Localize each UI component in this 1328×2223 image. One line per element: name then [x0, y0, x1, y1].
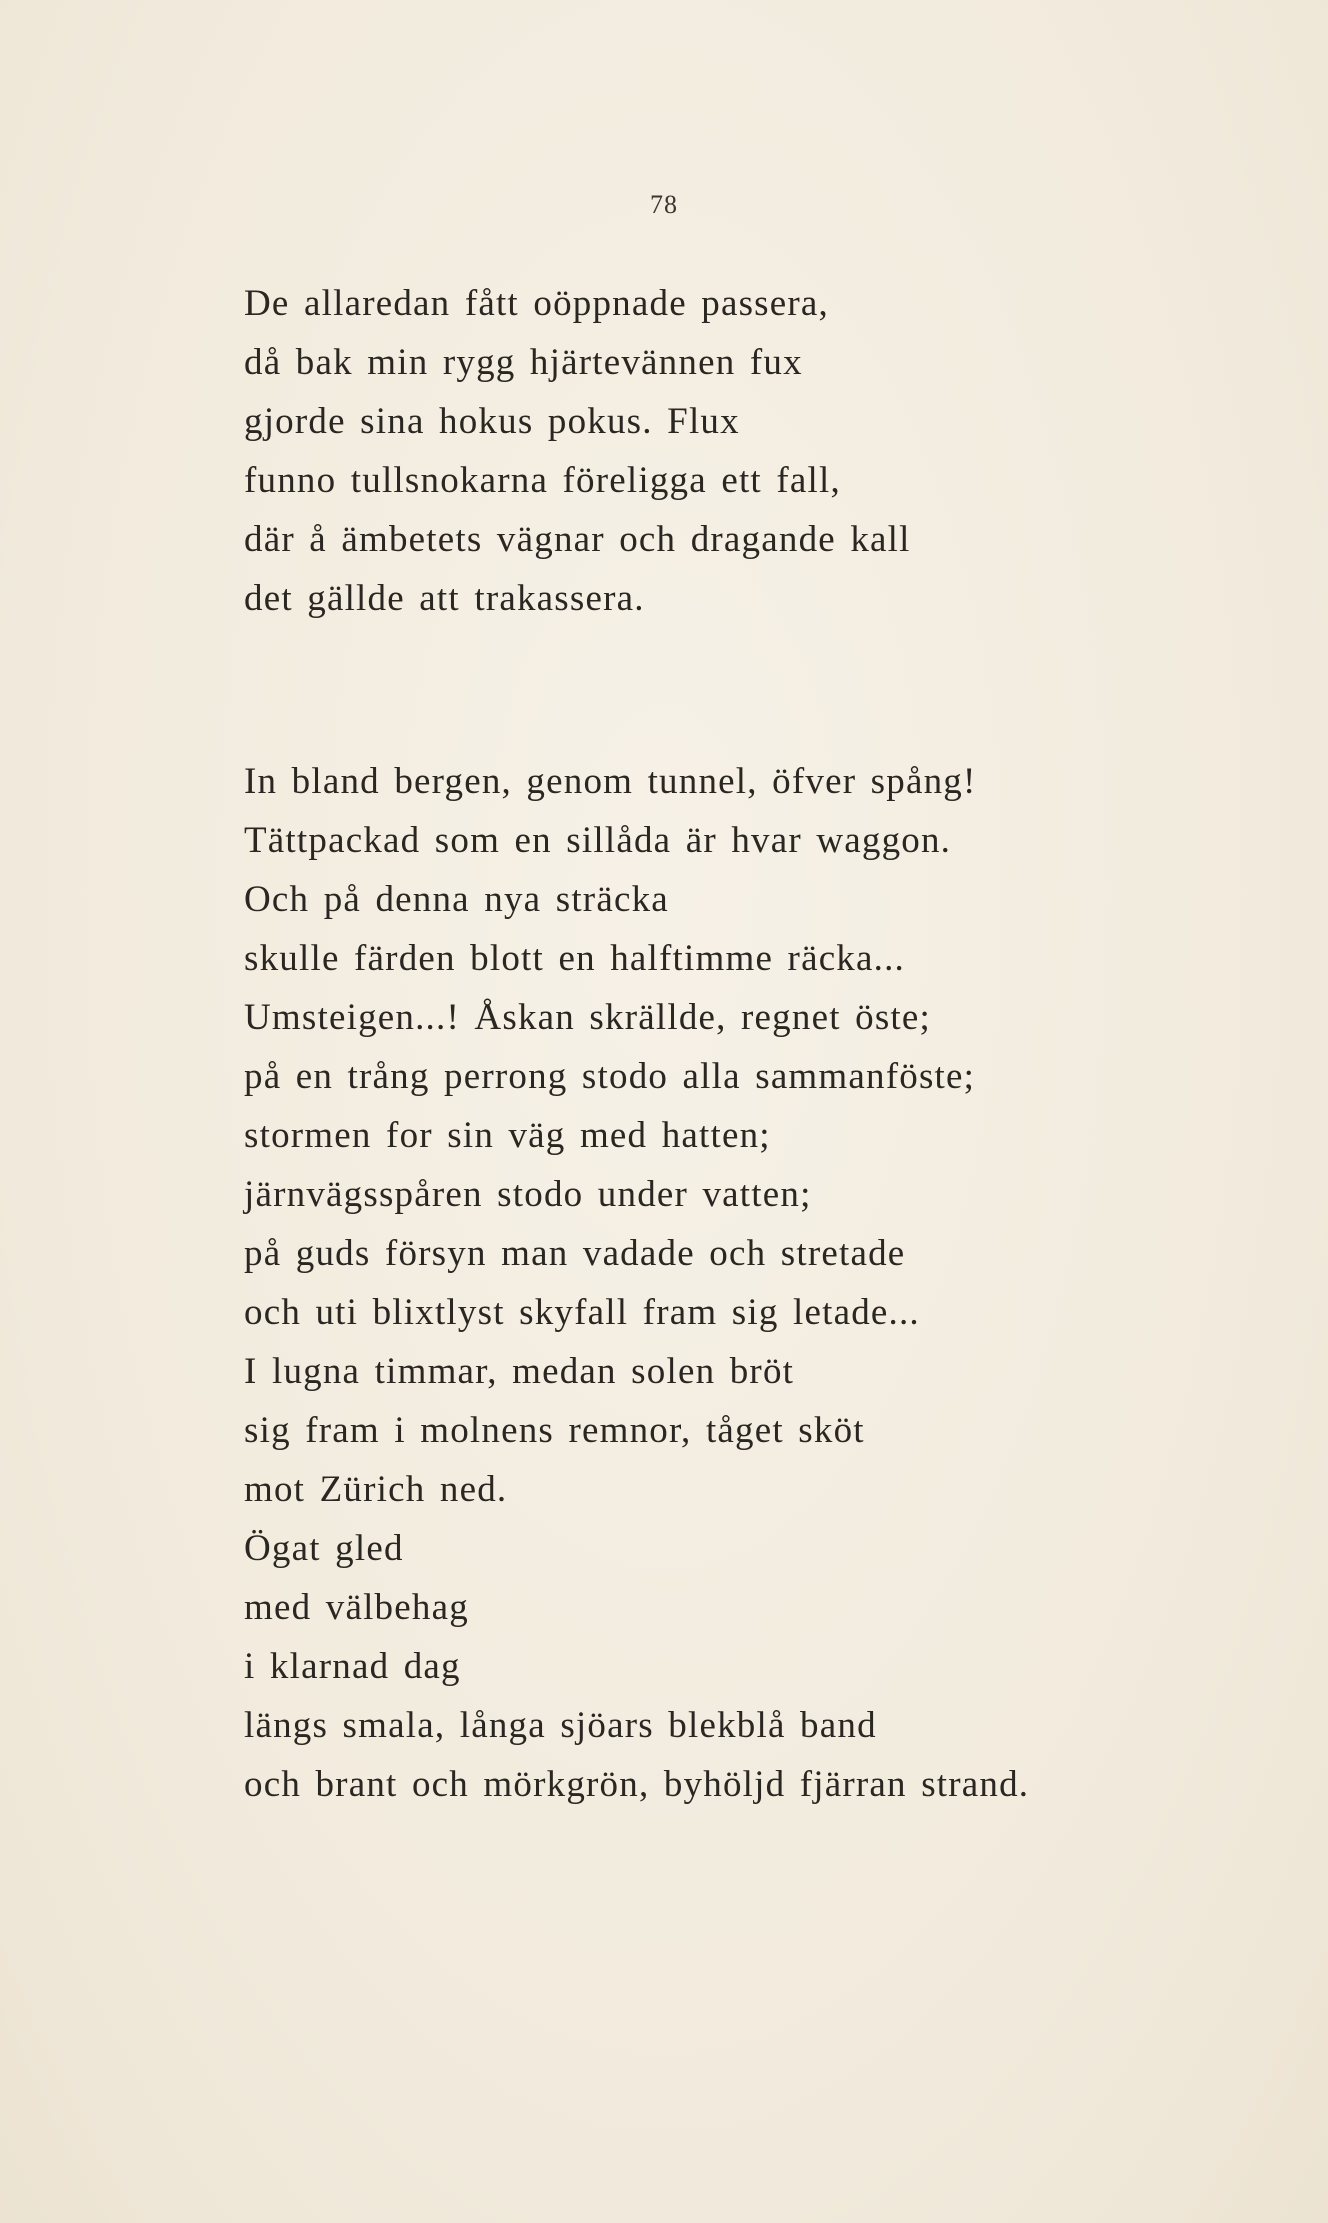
page-number: 78	[650, 190, 678, 219]
poem-line: Umsteigen...! Åskan skrällde, regnet öste;	[244, 997, 932, 1038]
poem-line: då bak min rygg hjärtevännen fux	[244, 342, 803, 383]
poem-line: sig fram i molnens remnor, tåget sköt	[244, 1410, 865, 1451]
poem-line: Ögat gled	[244, 1528, 404, 1569]
poem-line: på guds försyn man vadade och stretade	[244, 1233, 906, 1274]
poem-line: In bland bergen, genom tunnel, öfver spång!	[244, 761, 977, 802]
poem-line: och uti blixtlyst skyfall fram sig letade...	[244, 1292, 920, 1333]
poem-line: I lugna timmar, medan solen bröt	[244, 1351, 795, 1392]
poem-stanza-2	[244, 752, 1304, 1814]
poem-line: järnvägsspåren stodo under vatten;	[244, 1174, 812, 1215]
poem-line: Och på denna nya sträcka	[244, 879, 669, 920]
poem-line: med välbehag	[244, 1587, 469, 1628]
poem-line: stormen for sin väg med hatten;	[244, 1115, 771, 1156]
poem-line: funno tullsnokarna föreligga ett fall,	[244, 460, 841, 501]
poem-line: längs smala, långa sjöars blekblå band	[244, 1705, 877, 1746]
poem-line: De allaredan fått oöppnade passera,	[244, 283, 829, 324]
poem-line: och brant och mörkgrön, byhöljd fjärran strand.	[244, 1764, 1030, 1805]
poem-line: på en trång perrong stodo alla sammanföste;	[244, 1056, 976, 1097]
poem-line: Tättpackad som en sillåda är hvar waggon.	[244, 820, 952, 861]
poem-stanza-1	[244, 274, 1304, 628]
poem-line: det gällde att trakassera.	[244, 578, 645, 619]
poem-line: gjorde sina hokus pokus. Flux	[244, 401, 740, 442]
poem-line: där å ämbetets vägnar och dragande kall	[244, 519, 911, 560]
poem-line: mot Zürich ned.	[244, 1469, 508, 1510]
poem-line: skulle färden blott en halftimme räcka...	[244, 938, 905, 979]
poem-line: i klarnad dag	[244, 1646, 461, 1687]
